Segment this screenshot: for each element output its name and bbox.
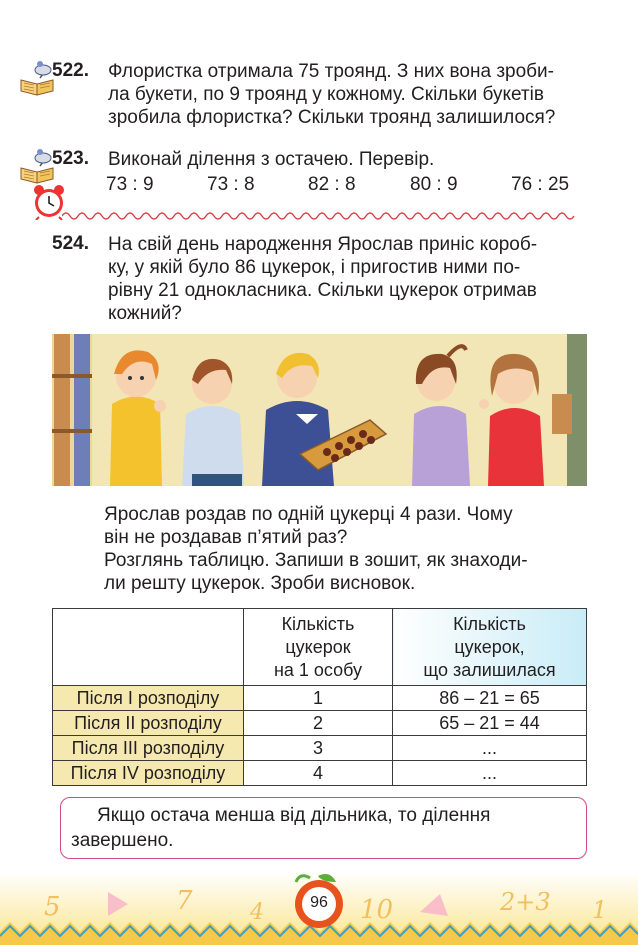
remaining-cell: ...	[393, 736, 587, 761]
paragraph-line: ли решту цукерок. Зроби висновок.	[104, 573, 416, 594]
per-person-cell: 2	[244, 711, 393, 736]
division-example: 82 : 8	[308, 174, 356, 195]
row-label: Після I розподілу	[53, 686, 244, 711]
table-row	[53, 686, 587, 711]
task-523-number: 523.	[52, 148, 89, 169]
task-524-line: ку, у якій було 86 цукерок, і пригостив ними по-	[108, 257, 521, 278]
table-row	[53, 761, 587, 786]
wavy-divider	[62, 210, 590, 222]
task-524-line: На свій день народження Ярослав приніс короб-	[108, 234, 538, 255]
remaining-cell: 65 – 21 = 44	[393, 711, 587, 736]
table-corner-cell	[53, 609, 244, 686]
footer-digit: 5	[44, 892, 61, 922]
footer-digit: 7	[176, 886, 193, 916]
header-per-person: Кількість цукерок на 1 особу	[244, 609, 393, 686]
task-522-text	[108, 60, 588, 129]
division-example: 73 : 8	[207, 174, 255, 195]
division-example: 80 : 9	[410, 174, 458, 195]
task-522-line: Флористка отримала 75 троянд. З них вона зроби-	[108, 61, 554, 82]
distribution-table	[52, 608, 587, 786]
footer-digit: 2+3	[500, 888, 551, 916]
footer-digit: 10	[360, 895, 394, 925]
task-522-number: 522.	[52, 60, 89, 81]
row-label: Після IV розподілу	[53, 761, 244, 786]
paragraph-line: Розглянь таблицю. Запиши в зошит, як знаходи-	[104, 550, 528, 571]
rule-text: Якщо остача менша від дільника, то ділення завершено.	[71, 805, 491, 851]
footer-digit: 4	[250, 900, 264, 925]
division-example: 73 : 9	[106, 174, 154, 195]
task-523-text: Виконай ділення з остачею. Перевір.	[108, 149, 435, 170]
table-row	[53, 711, 587, 736]
children-candy-illustration	[52, 334, 587, 486]
footer-digit: 1	[592, 896, 608, 924]
rule-box	[60, 797, 587, 859]
table-header-row	[53, 609, 587, 686]
table-row	[53, 736, 587, 761]
per-person-cell: 1	[244, 686, 393, 711]
row-label: Після III розподілу	[53, 736, 244, 761]
paragraph-line: він не роздавав п’ятий раз?	[104, 527, 348, 548]
per-person-cell: 3	[244, 736, 393, 761]
division-example: 76 : 25	[511, 174, 570, 195]
task-524-line: рівну 21 однокласника. Скільки цукерок отримав	[108, 280, 537, 301]
task-524-line: кожний?	[108, 303, 182, 324]
header-remaining: Кількість цукерок, що залишилася	[393, 609, 587, 686]
paragraph-line: Ярослав роздав по одній цукерці 4 рази. Чому	[104, 504, 513, 525]
task-524-number: 524.	[52, 233, 89, 254]
remaining-cell: ...	[393, 761, 587, 786]
task-524-text	[108, 233, 588, 325]
per-person-cell: 4	[244, 761, 393, 786]
page-number: 96	[310, 894, 328, 911]
row-label: Після II розподілу	[53, 711, 244, 736]
task-522-line: зробила флористка? Скільки троянд залишилося?	[108, 107, 556, 128]
remaining-cell: 86 – 21 = 65	[393, 686, 587, 711]
task-522-line: ла букети, по 9 троянд у кожному. Скільки букетів	[108, 84, 544, 105]
instruction-paragraph	[104, 503, 588, 595]
